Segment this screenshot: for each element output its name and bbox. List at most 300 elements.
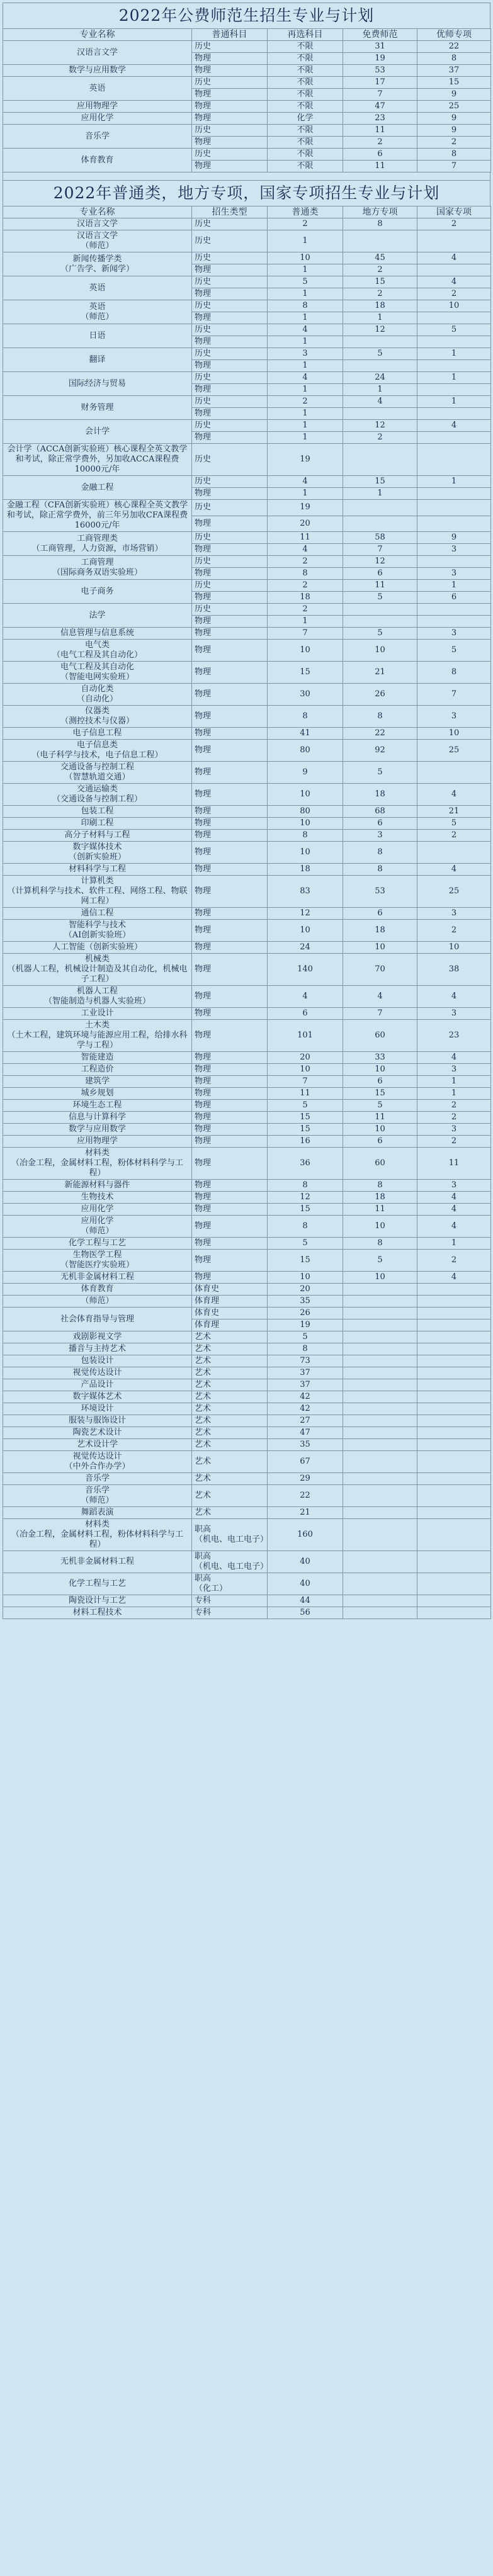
- value-cell: [343, 1485, 417, 1507]
- value-cell: 10: [343, 1064, 417, 1076]
- value-cell: 80: [268, 806, 343, 818]
- value-cell: 1: [268, 420, 343, 432]
- value-cell: 不限: [268, 89, 343, 101]
- subject-cell: 物理: [192, 830, 268, 842]
- value-cell: [417, 408, 491, 420]
- value-cell: [417, 1573, 491, 1595]
- value-cell: 1: [268, 312, 343, 324]
- subject-cell: 物理: [192, 101, 268, 113]
- value-cell: [343, 1507, 417, 1519]
- value-cell: 15: [268, 1250, 343, 1272]
- value-cell: 10: [268, 1272, 343, 1284]
- value-cell: [343, 1391, 417, 1403]
- subject-cell: 历史: [192, 500, 268, 516]
- subject-cell: 物理: [192, 137, 268, 149]
- major-name-cell: 会计学（ACCA创新实验班）核心课程全英文教学和考试，除正常学费外，另加收ACCA课程费10000元/年: [3, 444, 192, 476]
- subject-cell: 物理: [192, 1008, 268, 1020]
- value-cell: 1: [417, 1238, 491, 1250]
- value-cell: [417, 762, 491, 784]
- major-name-cell: 国际经济与贸易: [3, 372, 192, 396]
- subject-cell: 物理: [192, 288, 268, 300]
- value-cell: 18: [343, 300, 417, 312]
- value-cell: 10: [343, 1216, 417, 1238]
- value-cell: [417, 488, 491, 500]
- subject-cell: 艺术: [192, 1391, 268, 1403]
- value-cell: 3: [417, 908, 491, 920]
- subject-cell: 物理: [192, 1136, 268, 1148]
- value-cell: [417, 842, 491, 864]
- table-row: [3, 444, 491, 476]
- value-cell: 11: [343, 1112, 417, 1124]
- value-cell: 10: [268, 920, 343, 942]
- value-cell: 5: [268, 1331, 343, 1343]
- subject-cell: 物理: [192, 942, 268, 954]
- subject-cell: 物理: [192, 728, 268, 740]
- major-name-cell: 通信工程: [3, 908, 192, 920]
- subject-cell: 物理: [192, 336, 268, 348]
- subject-cell: 历史: [192, 41, 268, 53]
- value-cell: 8: [343, 1180, 417, 1192]
- major-name-cell: 法学: [3, 604, 192, 628]
- table-row: [3, 1238, 491, 1250]
- value-cell: 45: [343, 252, 417, 264]
- value-cell: 15: [343, 276, 417, 288]
- value-cell: [343, 408, 417, 420]
- value-cell: 7: [268, 628, 343, 640]
- subject-cell: 物理: [192, 628, 268, 640]
- value-cell: 8: [268, 1216, 343, 1238]
- value-cell: 10: [343, 942, 417, 954]
- value-cell: [343, 604, 417, 616]
- subject-cell: 历史: [192, 252, 268, 264]
- value-cell: 11: [417, 1148, 491, 1180]
- subject-cell: 历史: [192, 218, 268, 230]
- table-row: [3, 1485, 491, 1507]
- major-name-cell: 金融工程（CFA创新实验班）核心课程全英文教学和考试，除正常学费外，前三年另加收CFA课程费16000元/年: [3, 500, 192, 532]
- subject-cell: 物理: [192, 360, 268, 372]
- value-cell: 25: [417, 740, 491, 762]
- subject-cell: 物理: [192, 876, 268, 908]
- major-name-cell: 计算机类 （计算机科学与技术、软件工程、网络工程、物联网工程）: [3, 876, 192, 908]
- major-name-cell: 机械类 （机器人工程，机械设计制造及其自动化，机械电子工程）: [3, 954, 192, 986]
- value-cell: [417, 1595, 491, 1607]
- value-cell: 35: [268, 1439, 343, 1451]
- table-row: [3, 908, 491, 920]
- major-name-cell: 社会体育指导与管理: [3, 1308, 192, 1331]
- major-name-cell: 交通运输类 （交通设备与控制工程）: [3, 784, 192, 806]
- value-cell: 10: [268, 640, 343, 662]
- major-name-cell: 工业设计: [3, 1008, 192, 1020]
- value-cell: 化学: [268, 113, 343, 125]
- value-cell: 6: [343, 818, 417, 830]
- major-name-cell: 无机非金属材料工程: [3, 1551, 192, 1573]
- subject-cell: 物理: [192, 592, 268, 604]
- value-cell: [417, 1331, 491, 1343]
- major-name-cell: 汉语言文学 （师范）: [3, 230, 192, 252]
- major-name-cell: 人工智能（创新实验班）: [3, 942, 192, 954]
- subject-cell: 物理: [192, 1100, 268, 1112]
- value-cell: 47: [343, 101, 417, 113]
- value-cell: 1: [268, 616, 343, 628]
- value-cell: 1: [343, 312, 417, 324]
- subject-cell: 历史: [192, 604, 268, 616]
- table-row: [3, 276, 491, 288]
- value-cell: 6: [343, 149, 417, 161]
- subject-cell: 历史: [192, 580, 268, 592]
- value-cell: 1: [417, 476, 491, 488]
- value-cell: 92: [343, 740, 417, 762]
- major-name-cell: 印刷工程: [3, 818, 192, 830]
- value-cell: 26: [268, 1308, 343, 1319]
- value-cell: 3: [268, 348, 343, 360]
- value-cell: 1: [268, 264, 343, 276]
- subject-cell: 物理: [192, 818, 268, 830]
- major-name-cell: 数字媒体技术 （创新实验班）: [3, 842, 192, 864]
- value-cell: 83: [268, 876, 343, 908]
- subject-cell: 专科: [192, 1607, 268, 1619]
- major-name-cell: 工商管理类 （工商管理，人力资源，市场营销）: [3, 532, 192, 556]
- major-name-cell: 生物技术: [3, 1192, 192, 1204]
- value-cell: [343, 1403, 417, 1415]
- value-cell: 4: [268, 476, 343, 488]
- major-name-cell: 材料科学与工程: [3, 864, 192, 876]
- subject-cell: 物理: [192, 954, 268, 986]
- table-row: [3, 1415, 491, 1427]
- value-cell: 11: [343, 580, 417, 592]
- table-row: [3, 1136, 491, 1148]
- subject-cell: 物理: [192, 312, 268, 324]
- value-cell: 17: [343, 77, 417, 89]
- value-cell: 3: [417, 568, 491, 580]
- value-cell: 8: [343, 218, 417, 230]
- value-cell: [417, 230, 491, 252]
- table-row: [3, 830, 491, 842]
- major-name-cell: 材料类 （冶金工程，金属材料工程，粉体材料科学与工程）: [3, 1148, 192, 1180]
- value-cell: 10: [268, 818, 343, 830]
- table-row: [3, 125, 491, 137]
- value-cell: 7: [268, 1076, 343, 1088]
- value-cell: 4: [417, 1272, 491, 1284]
- value-cell: [417, 1343, 491, 1355]
- value-cell: 2: [343, 288, 417, 300]
- subject-cell: 物理: [192, 986, 268, 1008]
- value-cell: 8: [343, 1238, 417, 1250]
- major-name-cell: 材料类 （冶金工程，金属材料工程，粉体材料科学与工程）: [3, 1519, 192, 1551]
- value-cell: 11: [268, 532, 343, 544]
- value-cell: 8: [268, 830, 343, 842]
- major-name-cell: 陶瓷艺术设计: [3, 1427, 192, 1439]
- table-row: [3, 986, 491, 1008]
- value-cell: 不限: [268, 149, 343, 161]
- major-name-cell: 应用物理学: [3, 101, 192, 113]
- value-cell: 2: [417, 1250, 491, 1272]
- table-row: [3, 818, 491, 830]
- major-name-cell: 视觉传达设计: [3, 1367, 192, 1379]
- value-cell: [417, 1507, 491, 1519]
- header-row: [3, 29, 491, 41]
- table-row: [3, 1343, 491, 1355]
- major-name-cell: 新能源材料与器件: [3, 1180, 192, 1192]
- value-cell: [343, 336, 417, 348]
- major-name-cell: 无机非金属材料工程: [3, 1272, 192, 1284]
- major-name-cell: 电子商务: [3, 580, 192, 604]
- value-cell: 20: [268, 1284, 343, 1296]
- value-cell: 18: [268, 592, 343, 604]
- value-cell: 36: [268, 1148, 343, 1180]
- table-row: [3, 1331, 491, 1343]
- column-header: 优师专项: [417, 29, 491, 41]
- value-cell: 58: [343, 532, 417, 544]
- subject-cell: 物理: [192, 384, 268, 396]
- major-name-cell: 高分子材料与工程: [3, 830, 192, 842]
- major-name-cell: 应用化学 （师范）: [3, 1216, 192, 1238]
- major-name-cell: 交通设备与控制工程 （智慧轨道交通）: [3, 762, 192, 784]
- value-cell: 1: [417, 396, 491, 408]
- subject-cell: 历史: [192, 276, 268, 288]
- value-cell: 73: [268, 1355, 343, 1367]
- subject-cell: 艺术: [192, 1379, 268, 1391]
- table-row: [3, 1076, 491, 1088]
- value-cell: 5: [343, 762, 417, 784]
- value-cell: 23: [343, 113, 417, 125]
- value-cell: 1: [268, 336, 343, 348]
- value-cell: 3: [417, 544, 491, 556]
- table-row: [3, 762, 491, 784]
- value-cell: [343, 1415, 417, 1427]
- subject-cell: 艺术: [192, 1403, 268, 1415]
- value-cell: 1: [417, 1088, 491, 1100]
- value-cell: 2: [417, 288, 491, 300]
- value-cell: 不限: [268, 77, 343, 89]
- table-row: [3, 1192, 491, 1204]
- subject-cell: 专科: [192, 1595, 268, 1607]
- value-cell: 16: [268, 1136, 343, 1148]
- subject-cell: 艺术: [192, 1367, 268, 1379]
- major-name-cell: 数字媒体艺术: [3, 1391, 192, 1403]
- value-cell: 19: [268, 444, 343, 476]
- major-name-cell: 英语 （师范）: [3, 300, 192, 324]
- value-cell: 10: [268, 1064, 343, 1076]
- value-cell: 4: [268, 544, 343, 556]
- value-cell: 5: [417, 818, 491, 830]
- value-cell: 1: [343, 384, 417, 396]
- subject-cell: 物理: [192, 864, 268, 876]
- value-cell: [417, 1519, 491, 1551]
- subject-cell: 历史: [192, 77, 268, 89]
- subject-cell: 艺术: [192, 1415, 268, 1427]
- subject-cell: 职高 （机电、电工电子）: [192, 1551, 268, 1573]
- value-cell: 6: [343, 908, 417, 920]
- subject-cell: 历史: [192, 396, 268, 408]
- value-cell: 47: [268, 1427, 343, 1439]
- major-name-cell: 智能建造: [3, 1052, 192, 1064]
- value-cell: [417, 1308, 491, 1319]
- subject-cell: 职高 （机电、电工电子）: [192, 1519, 268, 1551]
- major-name-cell: 翻译: [3, 348, 192, 372]
- major-name-cell: 化学工程与工艺: [3, 1573, 192, 1595]
- subject-cell: 物理: [192, 568, 268, 580]
- value-cell: [417, 444, 491, 476]
- value-cell: 3: [417, 1064, 491, 1076]
- value-cell: 160: [268, 1519, 343, 1551]
- table-row: [3, 1403, 491, 1415]
- value-cell: 5: [343, 592, 417, 604]
- value-cell: [343, 1379, 417, 1391]
- subject-cell: 物理: [192, 516, 268, 532]
- value-cell: 3: [417, 706, 491, 728]
- subject-cell: 物理: [192, 488, 268, 500]
- value-cell: 21: [343, 662, 417, 684]
- value-cell: [343, 1551, 417, 1573]
- subject-cell: 物理: [192, 1052, 268, 1064]
- value-cell: [417, 360, 491, 372]
- value-cell: 18: [343, 784, 417, 806]
- table-row: [3, 706, 491, 728]
- value-cell: [343, 616, 417, 628]
- value-cell: 40: [268, 1551, 343, 1573]
- value-cell: 7: [343, 1008, 417, 1020]
- value-cell: 101: [268, 1020, 343, 1052]
- value-cell: 不限: [268, 53, 343, 65]
- value-cell: 4: [417, 1052, 491, 1064]
- value-cell: [417, 336, 491, 348]
- value-cell: 19: [268, 1319, 343, 1331]
- value-cell: 24: [268, 942, 343, 954]
- table-row: [3, 954, 491, 986]
- subject-cell: 物理: [192, 1064, 268, 1076]
- value-cell: 4: [417, 1204, 491, 1216]
- major-name-cell: 音乐学 （师范）: [3, 1485, 192, 1507]
- value-cell: 5: [268, 1100, 343, 1112]
- subject-cell: 物理: [192, 616, 268, 628]
- major-name-cell: 英语: [3, 77, 192, 101]
- table-row: [3, 1020, 491, 1052]
- value-cell: 56: [268, 1607, 343, 1619]
- subject-cell: 物理: [192, 684, 268, 706]
- value-cell: 1: [268, 360, 343, 372]
- major-name-cell: 舞蹈表演: [3, 1507, 192, 1519]
- value-cell: 6: [343, 1076, 417, 1088]
- subject-cell: 历史: [192, 125, 268, 137]
- subject-cell: 艺术: [192, 1473, 268, 1485]
- value-cell: [343, 360, 417, 372]
- value-cell: 20: [268, 1052, 343, 1064]
- subject-cell: 历史: [192, 324, 268, 336]
- value-cell: 2: [417, 1100, 491, 1112]
- table-row: [3, 1507, 491, 1519]
- column-header: 专业名称: [3, 29, 192, 41]
- value-cell: 9: [417, 532, 491, 544]
- value-cell: 21: [417, 806, 491, 818]
- value-cell: [417, 1391, 491, 1403]
- value-cell: [343, 1319, 417, 1331]
- subject-cell: 历史: [192, 476, 268, 488]
- value-cell: 22: [268, 1485, 343, 1507]
- section-divider: [3, 172, 490, 180]
- major-name-cell: 体育教育: [3, 149, 192, 172]
- major-name-cell: 应用化学: [3, 1204, 192, 1216]
- value-cell: 8: [343, 864, 417, 876]
- major-name-cell: 体育教育: [3, 1284, 192, 1296]
- value-cell: [417, 1296, 491, 1308]
- value-cell: 40: [268, 1573, 343, 1595]
- subject-cell: 历史: [192, 444, 268, 476]
- subject-cell: 物理: [192, 1204, 268, 1216]
- value-cell: 7: [417, 684, 491, 706]
- value-cell: [343, 1519, 417, 1551]
- value-cell: 6: [343, 1136, 417, 1148]
- value-cell: [343, 1595, 417, 1607]
- value-cell: [343, 500, 417, 516]
- value-cell: 1: [417, 348, 491, 360]
- subject-cell: 艺术: [192, 1439, 268, 1451]
- value-cell: 1: [268, 384, 343, 396]
- value-cell: 80: [268, 740, 343, 762]
- subject-cell: 艺术: [192, 1485, 268, 1507]
- table-row: [3, 1427, 491, 1439]
- value-cell: 2: [343, 137, 417, 149]
- value-cell: 24: [343, 372, 417, 384]
- value-cell: [343, 1573, 417, 1595]
- value-cell: 12: [343, 324, 417, 336]
- major-name-cell: 戏剧影视文学: [3, 1331, 192, 1343]
- value-cell: [417, 1427, 491, 1439]
- table-row: [3, 1180, 491, 1192]
- table-row: [3, 1204, 491, 1216]
- subject-cell: 物理: [192, 706, 268, 728]
- major-name-cell: 工商管理 （国际商务双语实验班）: [3, 556, 192, 580]
- value-cell: 15: [268, 1124, 343, 1136]
- value-cell: 15: [268, 662, 343, 684]
- subject-cell: 物理: [192, 113, 268, 125]
- major-name-cell: 陶瓷设计与工艺: [3, 1595, 192, 1607]
- value-cell: 2: [268, 396, 343, 408]
- value-cell: 10: [343, 1272, 417, 1284]
- value-cell: 1: [417, 1076, 491, 1088]
- value-cell: [343, 444, 417, 476]
- value-cell: 9: [417, 89, 491, 101]
- major-name-cell: 环境生态工程: [3, 1100, 192, 1112]
- value-cell: 26: [343, 684, 417, 706]
- subject-cell: 物理: [192, 1020, 268, 1052]
- table-row: [3, 728, 491, 740]
- major-name-cell: 环境设计: [3, 1403, 192, 1415]
- value-cell: [417, 1485, 491, 1507]
- value-cell: [417, 384, 491, 396]
- column-header: 普通类: [268, 206, 343, 218]
- value-cell: [417, 1439, 491, 1451]
- value-cell: 23: [417, 1020, 491, 1052]
- value-cell: [417, 264, 491, 276]
- header-row: [3, 206, 491, 218]
- table-row: [3, 1379, 491, 1391]
- table-row: [3, 580, 491, 592]
- value-cell: 12: [343, 420, 417, 432]
- value-cell: 8: [343, 842, 417, 864]
- value-cell: 5: [417, 324, 491, 336]
- value-cell: 19: [343, 53, 417, 65]
- table-row: [3, 740, 491, 762]
- value-cell: 15: [268, 1204, 343, 1216]
- value-cell: 5: [343, 1250, 417, 1272]
- value-cell: 60: [343, 1020, 417, 1052]
- value-cell: 9: [417, 113, 491, 125]
- table-row: [3, 876, 491, 908]
- table-row: [3, 1272, 491, 1284]
- major-name-cell: 化学工程与工艺: [3, 1238, 192, 1250]
- value-cell: 6: [268, 1008, 343, 1020]
- value-cell: 5: [343, 628, 417, 640]
